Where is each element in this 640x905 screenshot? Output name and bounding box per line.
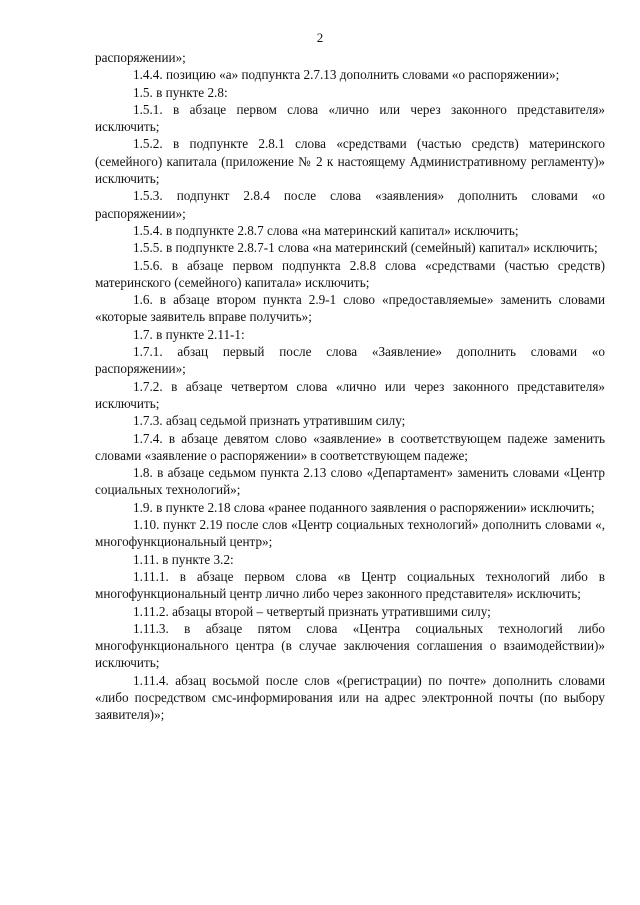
paragraph: 1.5.3. подпункт 2.8.4 после слова «заявления» дополнить словами «о распоряжении»; (95, 188, 605, 221)
paragraph: 1.5.1. в абзаце первом слова «лично или через законного представителя» исключить; (95, 101, 605, 135)
paragraph: 1.4.4. позицию «а» подпункта 2.7.13 дополнить словами «о распоряжении»; (133, 67, 560, 83)
paragraph: 1.9. в пункте 2.18 слова «ранее поданного заявления о распоряжении» исключить; (133, 499, 595, 515)
paragraph: 1.6. в абзаце втором пункта 2.9-1 слово «предоставляемые» заменить словами «которые заявитель вправе получить»; (95, 292, 605, 325)
document-body (95, 49, 605, 724)
paragraph: 1.11.4. абзац восьмой после слов «(регистрации) по почте» дополнить словами «либо посредством смс-информирования или на адрес электронной почты (по выбору заявителя)»; (95, 672, 605, 723)
paragraph: 1.11. в пункте 3.2: (133, 551, 234, 567)
paragraph: распоряжении»; (95, 50, 186, 65)
page-number: 2 (316, 30, 324, 45)
paragraph: 1.7. в пункте 2.11-1: (133, 326, 245, 342)
paragraph: 1.5.5. в подпункте 2.8.7-1 слова «на материнский (семейный) капитал» исключить; (133, 240, 598, 256)
paragraph: 1.7.1. абзац первый после слова «Заявление» дополнить словами «о распоряжении»; (95, 344, 605, 377)
paragraph: 1.7.4. в абзаце девятом слово «заявление» в соответствующем падеже заменить словами «заявление о распоряжении» в соответствующем падеже; (95, 430, 605, 463)
paragraph: 1.10. пункт 2.19 после слов «Центр социальных технологий» дополнить словами «, многофункциональный центр»; (95, 517, 605, 550)
paragraph: 1.7.2. в абзаце четвертом слова «лично или через законного представителя» исключить; (95, 378, 605, 411)
paragraph: 1.5.4. в подпункте 2.8.7 слова «на материнский капитал» исключить; (133, 222, 519, 238)
paragraph: 1.11.3. в абзаце пятом слова «Центра социальных технологий либо многофункционального центра (в случае заключения соглашения о взаимодействии)» исключить; (95, 620, 605, 671)
paragraph: 1.5. в пункте 2.8: (133, 84, 228, 100)
paragraph: 1.5.2. в подпункте 2.8.1 слова «средствами (частью средств) материнского (семейного) капитала (приложение № 2 к настоящему Административному регламенту)» исключить; (95, 136, 605, 187)
paragraph: 1.7.3. абзац седьмой признать утратившим силу; (133, 413, 406, 429)
paragraph: 1.11.1. в абзаце первом слова «в Центр социальных технологий либо в многофункциональный центр лично либо через законного представителя» исключить; (95, 568, 605, 602)
paragraph: 1.8. в абзаце седьмом пункта 2.13 слово «Департамент» заменить словами «Центр социальных технологий»; (95, 465, 605, 498)
paragraph: 1.5.6. в абзаце первом подпункта 2.8.8 слова «средствами (частью средств) материнского (семейного) капитала» исключить; (95, 257, 605, 290)
paragraph: 1.11.2. абзацы второй – четвертый признать утратившими силу; (133, 603, 491, 619)
